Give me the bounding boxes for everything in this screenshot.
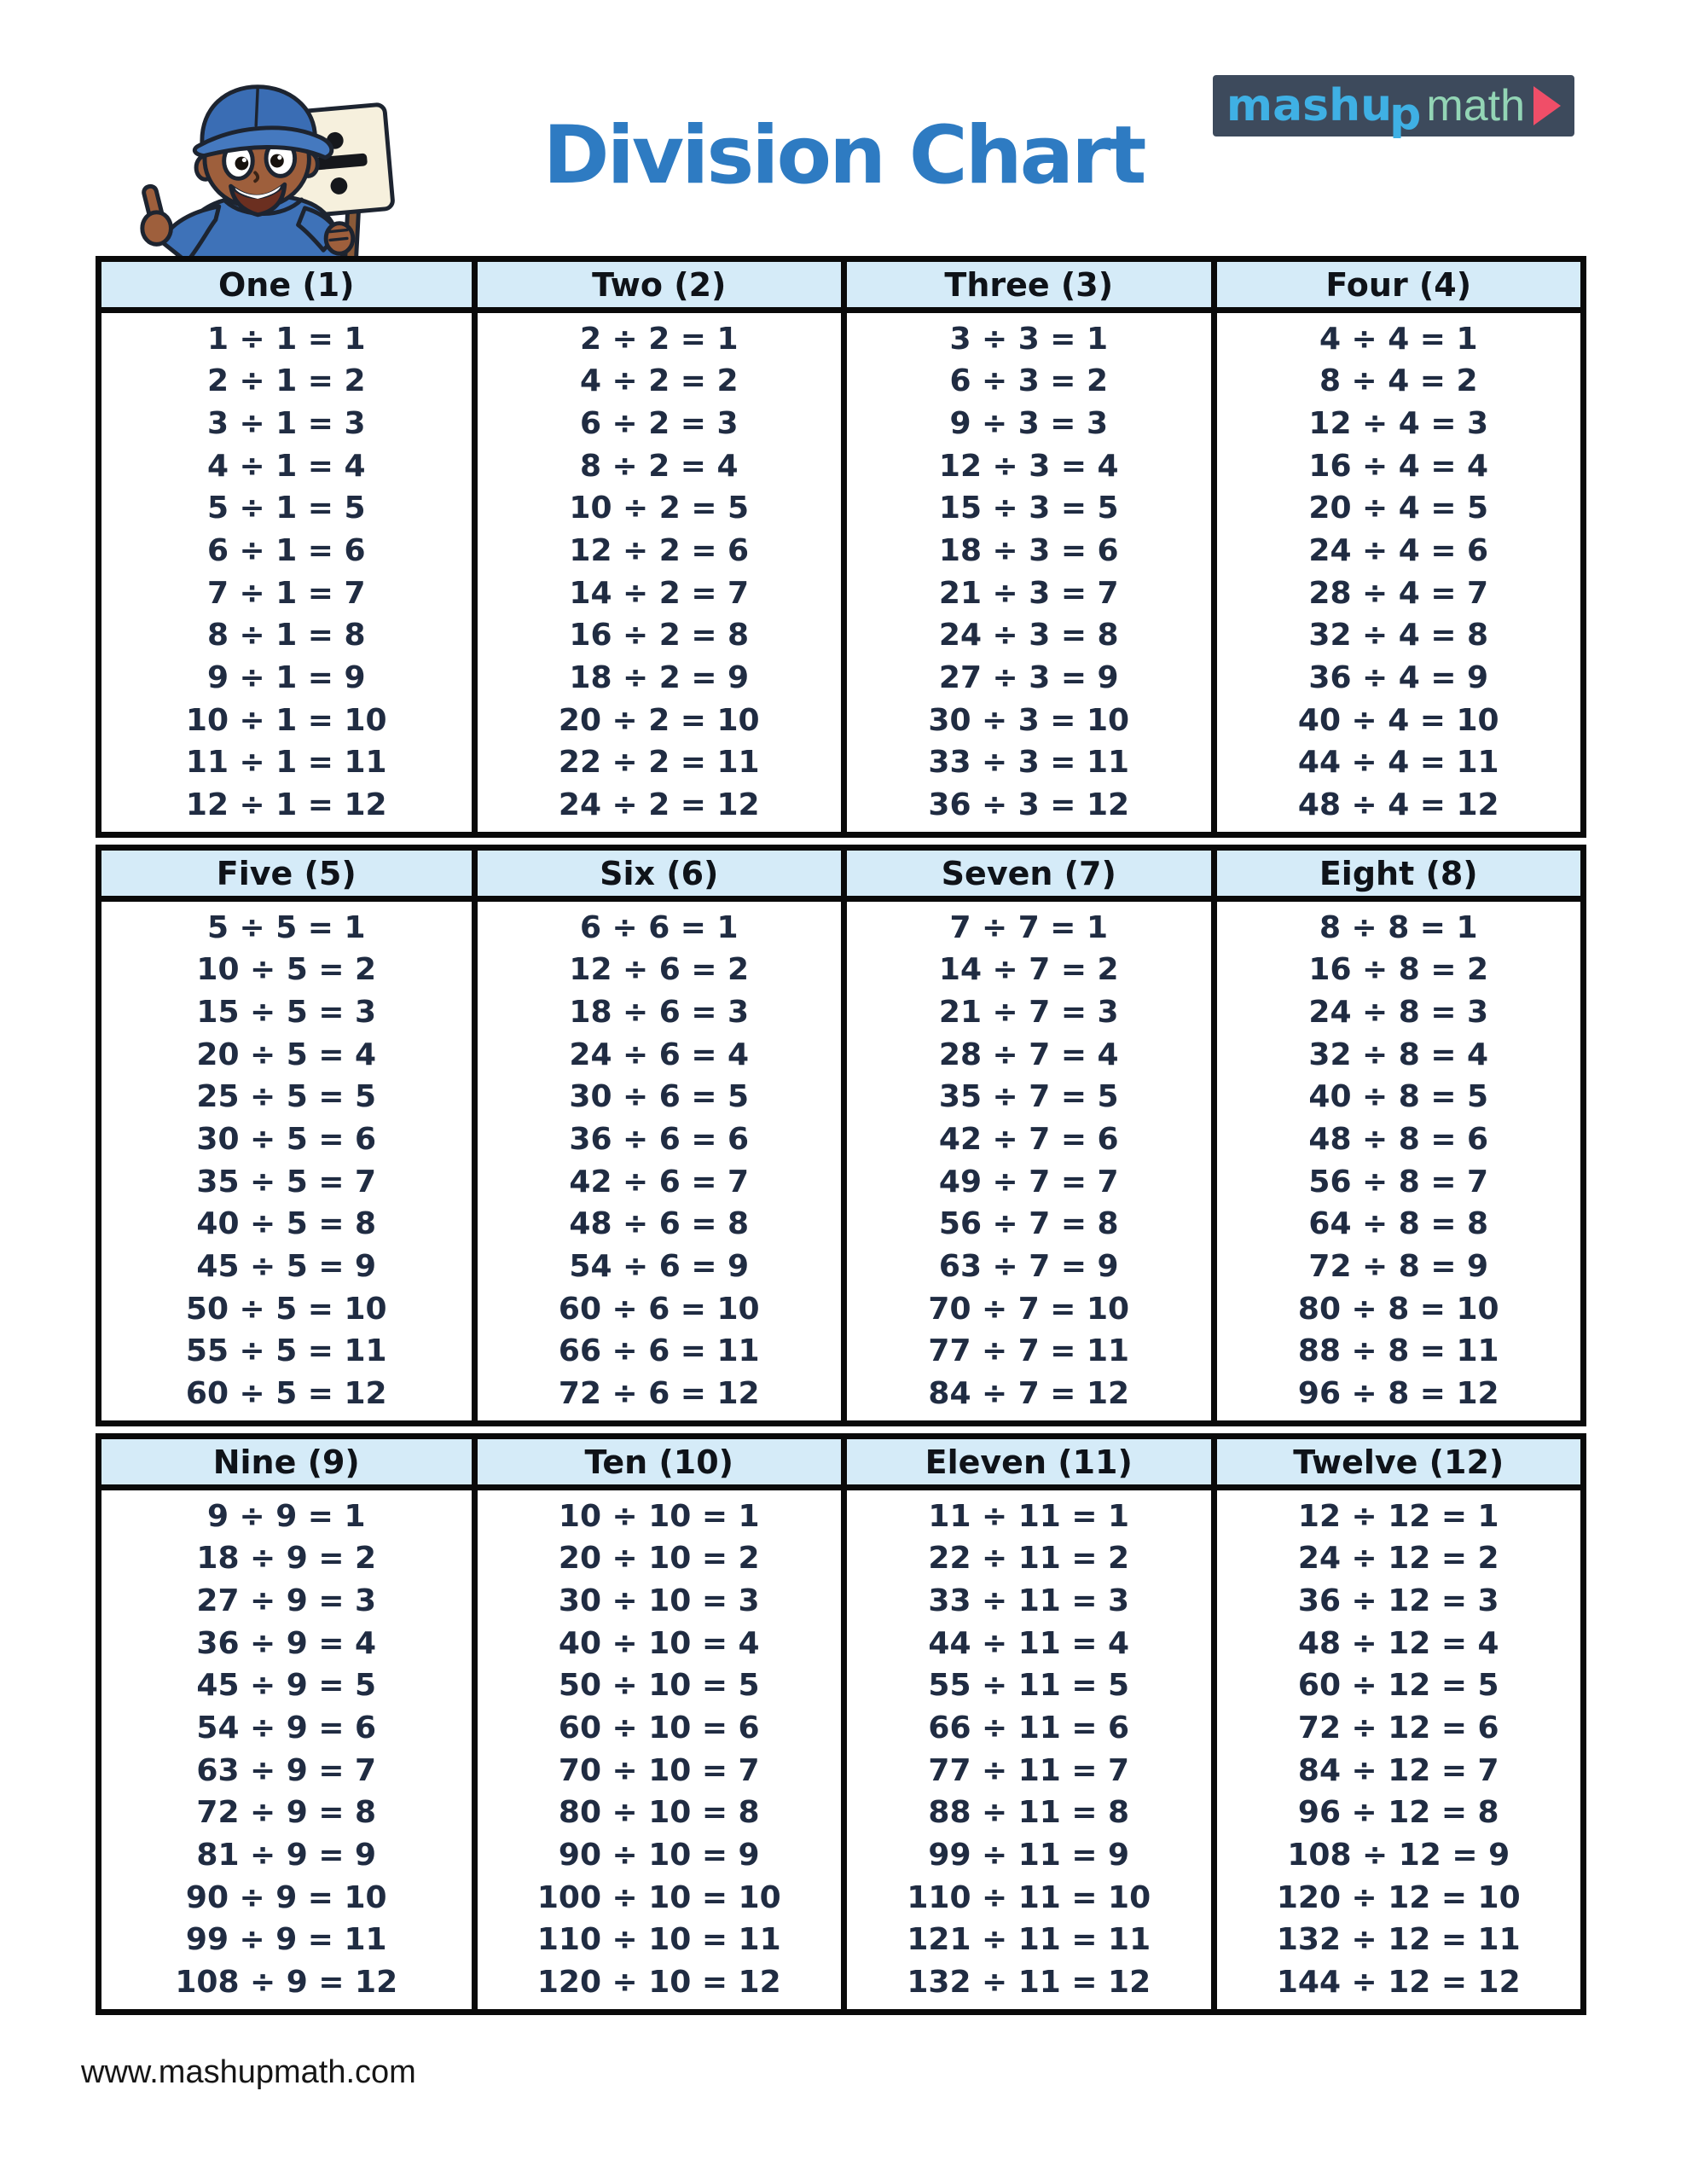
division-fact: 110 ÷ 11 = 10 (907, 1879, 1151, 1915)
division-fact: 40 ÷ 8 = 5 (1308, 1079, 1489, 1115)
division-fact: 84 ÷ 12 = 7 (1297, 1752, 1499, 1788)
division-fact: 10 ÷ 5 = 2 (196, 952, 377, 988)
table-header: Ten (10) (472, 1439, 842, 1490)
division-fact: 4 ÷ 2 = 2 (579, 363, 739, 399)
division-fact: 15 ÷ 5 = 3 (196, 995, 377, 1031)
division-fact: 27 ÷ 9 = 3 (196, 1583, 377, 1619)
division-fact: 35 ÷ 5 = 7 (196, 1164, 377, 1199)
division-fact: 24 ÷ 12 = 2 (1297, 1541, 1499, 1577)
division-fact: 25 ÷ 5 = 5 (196, 1079, 377, 1115)
table-body (472, 1490, 842, 2009)
division-fact: 50 ÷ 10 = 5 (558, 1668, 760, 1704)
division-fact: 108 ÷ 9 = 12 (175, 1965, 398, 2001)
division-fact: 50 ÷ 5 = 10 (185, 1291, 387, 1327)
table-band (96, 1433, 1586, 2015)
division-fact: 36 ÷ 6 = 6 (569, 1122, 750, 1158)
division-fact: 6 ÷ 2 = 3 (579, 406, 739, 442)
division-fact: 9 ÷ 3 = 3 (949, 406, 1109, 442)
division-fact: 16 ÷ 4 = 4 (1308, 448, 1489, 484)
table-body (101, 902, 472, 1420)
division-fact: 20 ÷ 4 = 5 (1308, 491, 1489, 526)
division-fact: 36 ÷ 4 = 9 (1308, 660, 1489, 696)
division-fact: 81 ÷ 9 = 9 (196, 1838, 377, 1873)
division-fact: 90 ÷ 9 = 10 (185, 1879, 387, 1915)
table-header: Nine (9) (101, 1439, 472, 1490)
division-fact: 36 ÷ 12 = 3 (1297, 1583, 1499, 1619)
table-header: Two (2) (472, 262, 842, 313)
division-fact: 22 ÷ 2 = 11 (558, 745, 760, 781)
division-fact: 10 ÷ 2 = 5 (569, 491, 750, 526)
division-fact: 96 ÷ 8 = 12 (1297, 1376, 1499, 1412)
division-fact: 88 ÷ 8 = 11 (1297, 1333, 1499, 1369)
division-fact: 60 ÷ 12 = 5 (1297, 1668, 1499, 1704)
division-fact: 20 ÷ 5 = 4 (196, 1037, 377, 1072)
division-fact: 45 ÷ 9 = 5 (196, 1668, 377, 1704)
division-fact: 120 ÷ 12 = 10 (1276, 1879, 1521, 1915)
division-fact: 36 ÷ 9 = 4 (196, 1625, 377, 1661)
division-fact: 24 ÷ 2 = 12 (558, 787, 760, 823)
division-fact: 72 ÷ 12 = 6 (1297, 1711, 1499, 1746)
logo-text-math: math (1426, 81, 1525, 131)
division-fact: 16 ÷ 8 = 2 (1308, 952, 1489, 988)
division-fact: 30 ÷ 3 = 10 (928, 702, 1130, 738)
division-fact: 55 ÷ 11 = 5 (928, 1668, 1130, 1704)
division-fact: 4 ÷ 1 = 4 (206, 448, 366, 484)
division-fact: 7 ÷ 1 = 7 (206, 575, 366, 611)
division-fact: 54 ÷ 9 = 6 (196, 1711, 377, 1746)
division-fact: 77 ÷ 7 = 11 (928, 1333, 1130, 1369)
division-fact: 120 ÷ 10 = 12 (536, 1965, 781, 2001)
division-fact: 72 ÷ 9 = 8 (196, 1795, 377, 1831)
division-fact: 48 ÷ 6 = 8 (569, 1206, 750, 1242)
table-body (101, 313, 472, 832)
division-fact: 90 ÷ 10 = 9 (558, 1838, 760, 1873)
division-fact: 2 ÷ 1 = 2 (206, 363, 366, 399)
division-fact: 144 ÷ 12 = 12 (1276, 1965, 1521, 2001)
division-fact: 48 ÷ 12 = 4 (1297, 1625, 1499, 1661)
division-fact: 18 ÷ 6 = 3 (569, 995, 750, 1031)
logo-text-mashu: mashu (1226, 80, 1393, 131)
division-fact: 33 ÷ 3 = 11 (928, 745, 1130, 781)
division-fact: 132 ÷ 12 = 11 (1276, 1922, 1521, 1958)
division-fact: 1 ÷ 1 = 1 (206, 321, 366, 357)
play-icon (1533, 86, 1561, 125)
division-fact: 22 ÷ 11 = 2 (928, 1541, 1130, 1577)
division-fact: 6 ÷ 6 = 1 (579, 909, 739, 945)
division-fact: 24 ÷ 3 = 8 (938, 618, 1119, 653)
division-fact: 84 ÷ 7 = 12 (928, 1376, 1130, 1412)
logo-text-p: p (1389, 89, 1422, 140)
division-fact: 21 ÷ 7 = 3 (938, 995, 1119, 1031)
division-fact: 88 ÷ 11 = 8 (928, 1795, 1130, 1831)
division-fact: 66 ÷ 11 = 6 (928, 1711, 1130, 1746)
division-fact: 4 ÷ 4 = 1 (1319, 321, 1478, 357)
table-header: Twelve (12) (1211, 1439, 1581, 1490)
table-body (1211, 1490, 1581, 2009)
table-body (472, 313, 842, 832)
division-fact: 12 ÷ 6 = 2 (569, 952, 750, 988)
division-fact: 33 ÷ 11 = 3 (928, 1583, 1130, 1619)
division-fact: 6 ÷ 1 = 6 (206, 533, 366, 569)
division-fact: 36 ÷ 3 = 12 (928, 787, 1130, 823)
division-fact: 3 ÷ 1 = 3 (206, 406, 366, 442)
page-title: Division Chart (542, 109, 1145, 202)
fist (142, 212, 171, 245)
footer-url: www.mashupmath.com (81, 2054, 416, 2090)
table-header: Eight (8) (1211, 851, 1581, 902)
division-fact: 99 ÷ 9 = 11 (185, 1922, 387, 1958)
division-fact: 60 ÷ 5 = 12 (185, 1376, 387, 1412)
division-fact: 64 ÷ 8 = 8 (1308, 1206, 1489, 1242)
division-fact: 3 ÷ 3 = 1 (949, 321, 1109, 357)
division-fact: 66 ÷ 6 = 11 (558, 1333, 760, 1369)
division-fact: 40 ÷ 5 = 8 (196, 1206, 377, 1242)
division-fact: 24 ÷ 6 = 4 (569, 1037, 750, 1072)
table-body (841, 313, 1211, 832)
division-fact: 21 ÷ 3 = 7 (938, 575, 1119, 611)
division-fact: 24 ÷ 8 = 3 (1308, 995, 1489, 1031)
division-fact: 30 ÷ 5 = 6 (196, 1122, 377, 1158)
division-fact: 40 ÷ 4 = 10 (1297, 702, 1499, 738)
division-fact: 15 ÷ 3 = 5 (938, 491, 1119, 526)
division-fact: 20 ÷ 2 = 10 (558, 702, 760, 738)
table-body (472, 902, 842, 1420)
mashupmath-logo (1213, 75, 1574, 140)
division-fact: 70 ÷ 10 = 7 (558, 1752, 760, 1788)
division-fact: 10 ÷ 1 = 10 (185, 702, 387, 738)
division-fact: 8 ÷ 2 = 4 (579, 448, 739, 484)
division-fact: 5 ÷ 1 = 5 (206, 491, 366, 526)
division-fact: 18 ÷ 9 = 2 (196, 1541, 377, 1577)
table-body (1211, 313, 1581, 832)
division-fact: 8 ÷ 4 = 2 (1319, 363, 1478, 399)
division-fact: 44 ÷ 4 = 11 (1297, 745, 1499, 781)
division-fact: 6 ÷ 3 = 2 (949, 363, 1109, 399)
division-fact: 45 ÷ 5 = 9 (196, 1249, 377, 1285)
table-header: One (1) (101, 262, 472, 313)
division-fact: 121 ÷ 11 = 11 (907, 1922, 1151, 1958)
division-fact: 20 ÷ 10 = 2 (558, 1541, 760, 1577)
division-fact: 11 ÷ 1 = 11 (185, 745, 387, 781)
division-fact: 2 ÷ 2 = 1 (579, 321, 739, 357)
table-header: Seven (7) (841, 851, 1211, 902)
division-fact: 42 ÷ 7 = 6 (938, 1122, 1119, 1158)
division-fact: 60 ÷ 10 = 6 (558, 1711, 760, 1746)
division-fact: 12 ÷ 2 = 6 (569, 533, 750, 569)
division-fact: 12 ÷ 1 = 12 (185, 787, 387, 823)
division-fact: 11 ÷ 11 = 1 (928, 1498, 1130, 1534)
division-fact: 5 ÷ 5 = 1 (206, 909, 366, 945)
division-fact: 72 ÷ 6 = 12 (558, 1376, 760, 1412)
division-fact: 16 ÷ 2 = 8 (569, 618, 750, 653)
table-body (1211, 902, 1581, 1420)
division-fact: 32 ÷ 4 = 8 (1308, 618, 1489, 653)
division-fact: 48 ÷ 8 = 6 (1308, 1122, 1489, 1158)
table-header: Three (3) (841, 262, 1211, 313)
division-grid (96, 256, 1586, 2015)
division-fact: 63 ÷ 7 = 9 (938, 1249, 1119, 1285)
table-band (96, 845, 1586, 1426)
table-body (101, 1490, 472, 2009)
division-fact: 100 ÷ 10 = 10 (536, 1879, 781, 1915)
division-fact: 72 ÷ 8 = 9 (1308, 1249, 1489, 1285)
division-fact: 30 ÷ 10 = 3 (558, 1583, 760, 1619)
table-header: Four (4) (1211, 262, 1581, 313)
division-fact: 42 ÷ 6 = 7 (569, 1164, 750, 1199)
table-header: Six (6) (472, 851, 842, 902)
division-fact: 14 ÷ 7 = 2 (938, 952, 1119, 988)
division-fact: 54 ÷ 6 = 9 (569, 1249, 750, 1285)
division-fact: 63 ÷ 9 = 7 (196, 1752, 377, 1788)
division-fact: 28 ÷ 7 = 4 (938, 1037, 1119, 1072)
division-fact: 49 ÷ 7 = 7 (938, 1164, 1119, 1199)
table-band (96, 256, 1586, 838)
division-fact: 8 ÷ 1 = 8 (206, 618, 366, 653)
division-fact: 9 ÷ 1 = 9 (206, 660, 366, 696)
division-fact: 77 ÷ 11 = 7 (928, 1752, 1130, 1788)
division-fact: 80 ÷ 8 = 10 (1297, 1291, 1499, 1327)
division-fact: 35 ÷ 7 = 5 (938, 1079, 1119, 1115)
division-fact: 108 ÷ 12 = 9 (1287, 1838, 1510, 1873)
division-fact: 12 ÷ 3 = 4 (938, 448, 1119, 484)
division-fact: 18 ÷ 2 = 9 (569, 660, 750, 696)
division-fact: 24 ÷ 4 = 6 (1308, 533, 1489, 569)
division-fact: 28 ÷ 4 = 7 (1308, 575, 1489, 611)
division-fact: 96 ÷ 12 = 8 (1297, 1795, 1499, 1831)
table-header: Five (5) (101, 851, 472, 902)
division-fact: 40 ÷ 10 = 4 (558, 1625, 760, 1661)
table-body (841, 902, 1211, 1420)
division-fact: 70 ÷ 7 = 10 (928, 1291, 1130, 1327)
division-fact: 9 ÷ 9 = 1 (206, 1498, 366, 1534)
table-header: Eleven (11) (841, 1439, 1211, 1490)
division-fact: 10 ÷ 10 = 1 (558, 1498, 760, 1534)
division-fact: 56 ÷ 7 = 8 (938, 1206, 1119, 1242)
division-fact: 132 ÷ 11 = 12 (907, 1965, 1151, 2001)
division-fact: 8 ÷ 8 = 1 (1319, 909, 1478, 945)
division-fact: 27 ÷ 3 = 9 (938, 660, 1119, 696)
division-fact: 60 ÷ 6 = 10 (558, 1291, 760, 1327)
division-fact: 30 ÷ 6 = 5 (569, 1079, 750, 1115)
division-fact: 99 ÷ 11 = 9 (928, 1838, 1130, 1873)
division-fact: 32 ÷ 8 = 4 (1308, 1037, 1489, 1072)
table-body (841, 1490, 1211, 2009)
division-fact: 55 ÷ 5 = 11 (185, 1333, 387, 1369)
division-fact: 56 ÷ 8 = 7 (1308, 1164, 1489, 1199)
division-fact: 48 ÷ 4 = 12 (1297, 787, 1499, 823)
division-fact: 110 ÷ 10 = 11 (536, 1922, 781, 1958)
division-fact: 12 ÷ 4 = 3 (1308, 406, 1489, 442)
division-fact: 12 ÷ 12 = 1 (1297, 1498, 1499, 1534)
division-fact: 44 ÷ 11 = 4 (928, 1625, 1130, 1661)
division-fact: 80 ÷ 10 = 8 (558, 1795, 760, 1831)
division-fact: 7 ÷ 7 = 1 (949, 909, 1109, 945)
division-fact: 18 ÷ 3 = 6 (938, 533, 1119, 569)
division-fact: 14 ÷ 2 = 7 (569, 575, 750, 611)
